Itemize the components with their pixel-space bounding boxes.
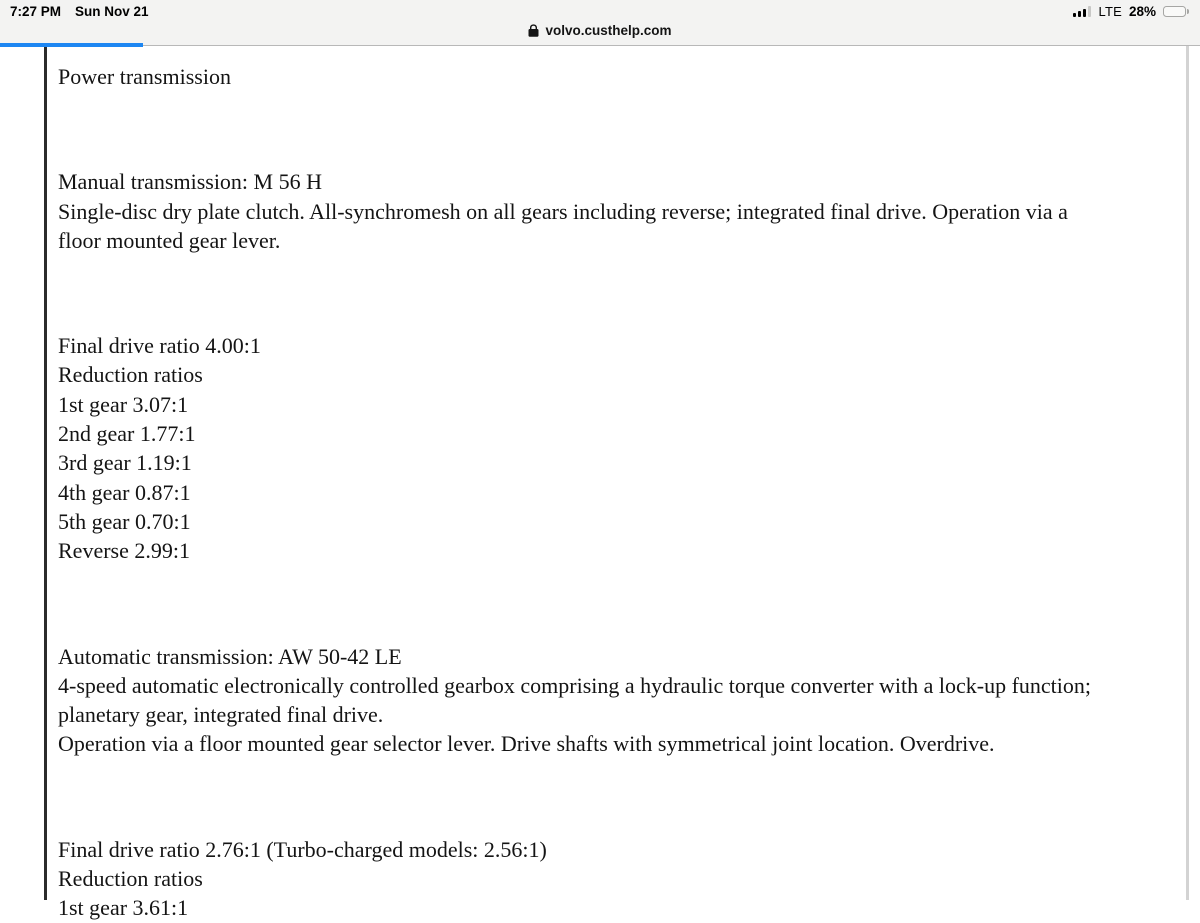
content-blocks	[58, 62, 1186, 923]
page-content	[58, 46, 1186, 921]
paragraph	[58, 331, 1186, 565]
paragraph	[58, 835, 1186, 923]
text-line: Reverse 2.99:1	[58, 538, 190, 564]
text-line: 1st gear 3.61:1	[58, 895, 189, 921]
text-line: Operation via a floor mounted gear selector lever. Drive shafts with symmetrical joint location. Overdrive.	[58, 731, 995, 757]
content-right-border	[1186, 46, 1189, 900]
text-line: Single-disc dry plate clutch. All-synchromesh on all gears including reverse; integrated final drive. Operation via a	[58, 198, 1068, 224]
status-bar-right	[1073, 4, 1189, 19]
battery-percent-label: 28%	[1128, 4, 1156, 19]
text-line: 5th gear 0.70:1	[58, 508, 191, 534]
text-line: 1st gear 3.07:1	[58, 391, 189, 417]
status-date: Sun Nov 21	[75, 4, 149, 19]
battery-icon	[1163, 6, 1189, 18]
text-line: Final drive ratio 4.00:1	[58, 333, 261, 359]
cellular-signal-icon	[1073, 6, 1092, 17]
address-url: volvo.custhelp.com	[545, 23, 672, 38]
text-line: Reduction ratios	[58, 866, 203, 892]
browser-chrome	[0, 0, 1200, 46]
text-line: floor mounted gear lever.	[58, 227, 281, 253]
paragraph	[58, 62, 1186, 91]
paragraph	[58, 642, 1186, 759]
paragraph	[58, 167, 1186, 255]
status-bar-left	[10, 4, 149, 19]
text-line: 4-speed automatic electronically controlled gearbox comprising a hydraulic torque converter with a lock-up function;	[58, 672, 1092, 698]
text-line: Power transmission	[58, 64, 231, 89]
text-line: planetary gear, integrated final drive.	[58, 702, 384, 728]
text-line: Reduction ratios	[58, 362, 203, 388]
page-load-progress-bar	[0, 43, 143, 47]
text-line: 3rd gear 1.19:1	[58, 450, 192, 476]
text-line: 2nd gear 1.77:1	[58, 421, 196, 447]
lock-icon	[528, 24, 539, 37]
text-line: Final drive ratio 2.76:1 (Turbo-charged models: 2.56:1)	[58, 836, 547, 862]
network-type-label: LTE	[1098, 4, 1122, 19]
text-line: Automatic transmission: AW 50-42 LE	[58, 643, 402, 669]
text-line: 4th gear 0.87:1	[58, 479, 191, 505]
content-left-border	[44, 46, 47, 900]
status-time: 7:27 PM	[10, 4, 62, 19]
text-line: Manual transmission: M 56 H	[58, 169, 322, 195]
address-bar[interactable]	[0, 23, 1200, 38]
